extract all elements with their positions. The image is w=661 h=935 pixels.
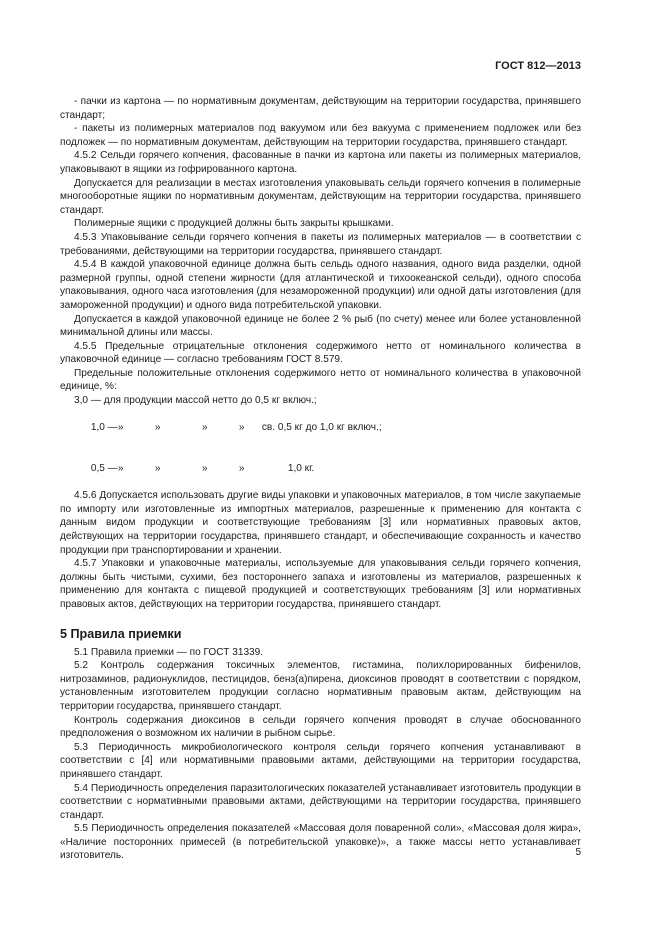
row-value: 1,0 — [90,422,118,434]
paragraph: 5.5 Периодичность определения показателей «Массовая доля поваренной соли», «Массовая доля жира», «Наличие посторонних примесей (в потребительской упаковке)», а также массы нетто устанавливает изготовитель. [60,823,581,862]
paragraph: 4.5.2 Сельди горячего копчения, фасованные в пачки из картона или пакеты из полимерных материалов, упаковывают в ящики из гофрированного картона. [60,150,581,175]
paragraph: - пачки из картона — по нормативным документам, действующим на территории государства, принявшего стандарт; [60,96,581,121]
ditto-mark: » [117,422,124,434]
ditto-mark: » [117,463,124,475]
paragraph: Полимерные ящики с продукцией должны быть закрыты крышками. [74,218,394,230]
body-text [60,95,581,863]
paragraph: 4.5.5 Предельные отрицательные отклонения содержимого нетто от номинального количества в упаковочной единице — согласно требованиям ГОСТ 8.579. [60,340,581,366]
paragraph: 4.5.7 Упаковки и упаковочные материалы, используемые для упаковывания сельди горячего копчения, должны быть чистыми, сухими, без постороннего запаха и изготовлены из материалов, разрешенных к применению для контакта с пищевой продукцией и соответствующих требованиям [3] или нормативных правовых актов, действующих на территории государства, принявшего стандарт. [60,558,581,610]
paragraph: 4.5.3 Упаковывание сельди горячего копчения в пакеты из полимерных материалов — в соответствии с требованиями, действующими на территории государства, принявшего стандарт. [60,231,581,257]
ditto-mark: » [238,422,245,434]
ditto-mark: » [201,463,208,475]
row-value: 0,5 — [90,463,118,475]
row-range: св. 0,5 кг до 1,0 кг включ.; [261,422,382,434]
paragraph: Предельные положительные отклонения содержимого нетто от номинального количества в упаковочной единице, %: [60,367,581,393]
paragraph: 4.5.4 В каждой упаковочной единице должна быть сельдь одного названия, одного вида разделки, одной размерной группы, одной степени жирности (для атлантической и тихоокеанской сельди), одного способа упаковывания, одного часа изготовления (для незамороженной продукции) или одной даты изготовления (для замороженной продукции) и одного вида потребительской упаковки. [60,259,581,311]
paragraph: Контроль содержания диоксинов в сельди горячего копчения проводят в случае обоснованного предположения о возможном их наличии в рыбном сырье. [60,714,581,740]
page-number: 5 [575,847,581,858]
paragraph: 5.4 Периодичность определения паразитологических показателей устанавливает изготовитель продукции в соответствии с нормативными правовыми актами, действующими на территории государства, принявшего стандарт. [60,782,581,821]
ditto-mark: » [154,422,161,434]
ditto-mark: » [201,422,208,434]
paragraph: Допускается в каждой упаковочной единице не более 2 % рыб (по счету) менее или более установленной минимальной длины или массы. [60,313,581,339]
paragraph: - пакеты из полимерных материалов под вакуумом или без вакуума с применением подложек или без подложек — по нормативным документам, действующим на территории государства, принявшего стандарт. [60,123,581,148]
standard-header: ГОСТ 812—2013 [495,60,581,72]
paragraph: 5.1 Правила приемки — по ГОСТ 31339. [74,646,264,658]
paragraph: 3,0 — для продукции массой нетто до 0,5 кг включ.; [74,395,317,407]
ditto-mark: » [154,463,161,475]
paragraph: Допускается для реализации в местах изготовления упаковывать сельди горячего копчения в полимерные многооборотные ящики по нормативным документам, действующим на территории государства, принявшего стандарт. [60,177,581,216]
row-range: 1,0 кг. [287,463,315,475]
section-heading: 5 Правила приемки [60,626,182,641]
paragraph: 4.5.6 Допускается использовать другие виды упаковки и упаковочных материалов, в том числе закупаемые по импорту или изготовленные из импортных материалов, разрешенные к применению для контакта с данным видом продукции и соответствующие требованиям [3] или нормативных правовых актов, действующих на территории государства, принявшего стандарт, и обеспечивающие сохранность и качество продукции при транспортировании и хранении. [60,490,581,556]
paragraph: 5.2 Контроль содержания токсичных элементов, гистамина, полихлорированных бифенилов, нитрозаминов, радионуклидов, пестицидов, бенз(а)пирена, диоксинов проводят в соответствии с порядком, установленным изготовителем продукции согласно нормативным правовым актам, действующим на территории государства, принявшего стандарт. [60,660,581,712]
paragraph: 5.3 Периодичность микробиологического контроля сельди горячего копчения устанавливают в соответствии с [4] или нормативными правовыми актами, действующими на территории государства, принявшего стандарт. [60,741,581,780]
deviation-row [60,408,581,449]
ditto-mark: » [238,463,245,475]
deviation-row [60,448,581,489]
